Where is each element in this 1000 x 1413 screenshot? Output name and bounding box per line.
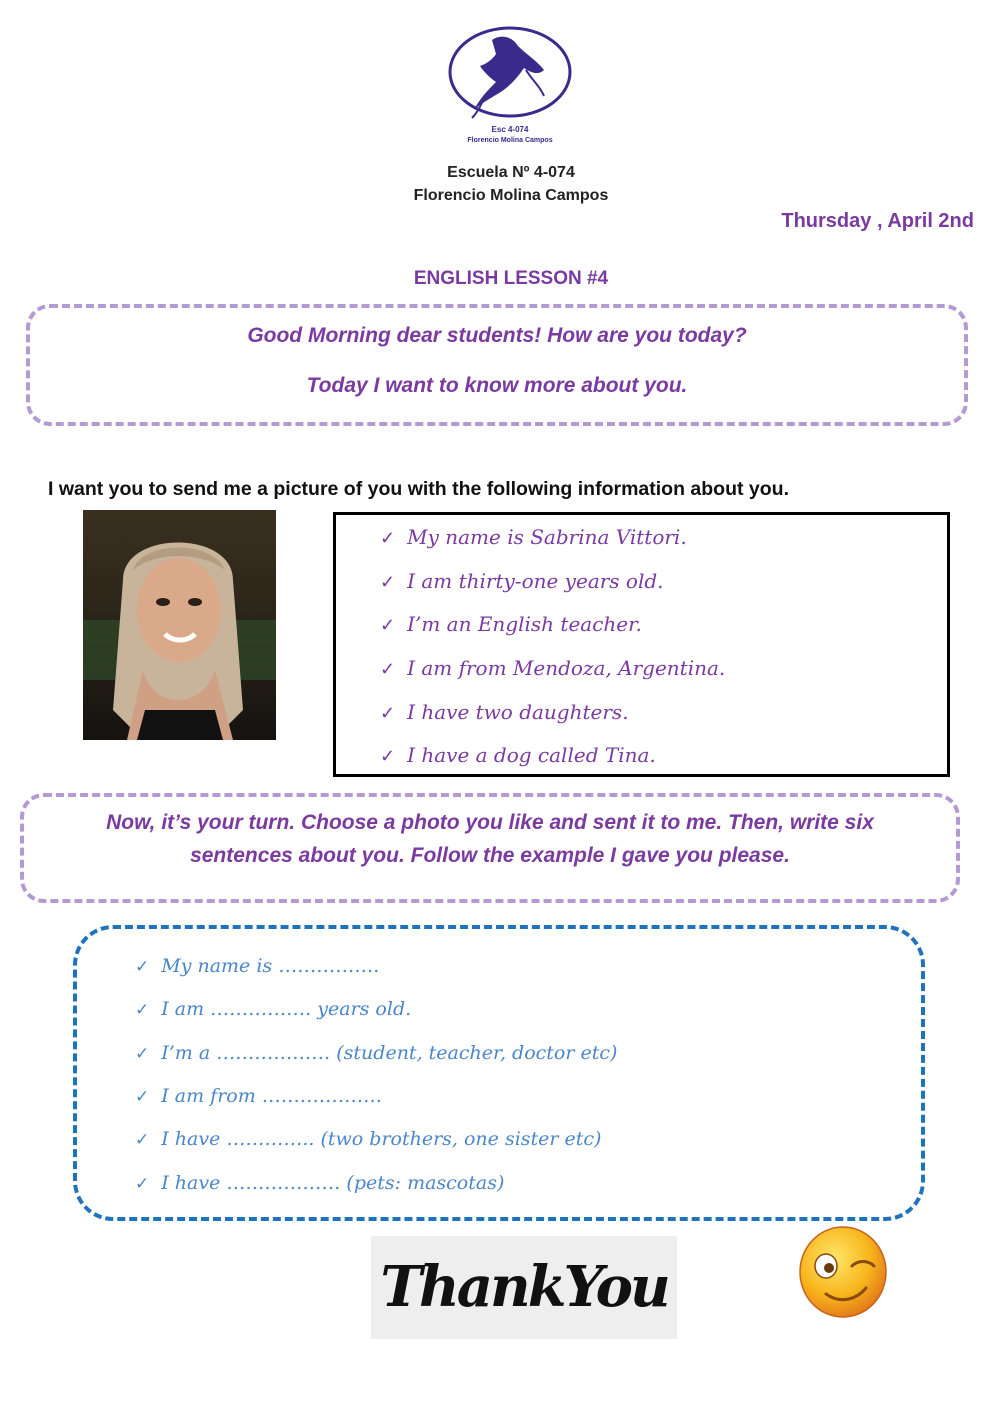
template-item-text: I am from ………………. (161, 1085, 382, 1107)
greeting-box (26, 304, 968, 426)
your-turn-line2: sentences about you. Follow the example I gave you please. (190, 844, 790, 867)
template-item-text: I have ………….. (two brothers, one sister etc) (161, 1128, 602, 1150)
template-item-text: I’m a ……………… (student, teacher, doctor etc) (161, 1042, 618, 1064)
list-item (380, 612, 642, 636)
logo-text-line2: Florencio Molina Campos (467, 137, 553, 144)
template-item-text: I have ……………… (pets: mascotas) (161, 1172, 505, 1194)
lesson-title: ENGLISH LESSON #4 (413, 268, 609, 289)
check-icon: ✓ (135, 1044, 150, 1064)
list-item (135, 998, 411, 1020)
list-item (135, 1172, 504, 1194)
lesson-date: Thursday , April 2nd (781, 210, 974, 232)
check-icon: ✓ (135, 1087, 150, 1107)
check-icon: ✓ (135, 957, 150, 977)
list-item (380, 656, 725, 680)
list-item (135, 955, 379, 977)
check-icon: ✓ (380, 746, 396, 767)
your-turn-line1: Now, it’s your turn. Choose a photo you like and sent it to me. Then, write six (106, 811, 874, 834)
check-icon: ✓ (380, 615, 396, 636)
check-icon: ✓ (380, 703, 396, 724)
school-name-line1: Escuela Nº 4-074 (447, 164, 575, 181)
list-item (135, 1085, 382, 1107)
list-item (380, 700, 629, 724)
greeting-line1: Good Morning dear students! How are you today? (247, 324, 747, 347)
example-sentences-box (333, 512, 950, 777)
instruction-text: I want you to send me a picture of you with the following information about you. (48, 478, 789, 500)
example-item-text: I have two daughters. (407, 700, 629, 724)
check-icon: ✓ (380, 528, 396, 549)
list-item (135, 1042, 617, 1064)
example-item-text: I am from Mendoza, Argentina. (407, 656, 726, 680)
logo-text-line1: Esc 4-074 (491, 125, 529, 134)
winking-smiley-icon (796, 1222, 890, 1320)
example-item-text: I am thirty-one years old. (407, 569, 664, 593)
check-icon: ✓ (380, 572, 396, 593)
school-logo (440, 20, 580, 150)
check-icon: ✓ (135, 1174, 150, 1194)
template-item-text: My name is ……………. (161, 955, 380, 977)
thank-you-text: ThankYou (380, 1254, 668, 1320)
school-name-line2: Florencio Molina Campos (413, 187, 609, 204)
template-item-text: I am ……………. years old. (161, 998, 412, 1020)
teacher-photo (83, 510, 276, 740)
check-icon: ✓ (135, 1000, 150, 1020)
greeting-line2: Today I want to know more about you. (306, 374, 688, 397)
list-item (380, 569, 664, 593)
check-icon: ✓ (135, 1130, 150, 1150)
template-sentences-box (73, 925, 925, 1221)
example-item-text: I have a dog called Tina. (407, 743, 656, 767)
your-turn-box (20, 793, 960, 903)
list-item (380, 525, 687, 549)
list-item (135, 1128, 601, 1150)
check-icon: ✓ (380, 659, 396, 680)
thank-you-image (371, 1236, 677, 1339)
example-item-text: I’m an English teacher. (407, 612, 642, 636)
example-item-text: My name is Sabrina Vittori. (407, 525, 687, 549)
list-item (380, 743, 656, 767)
